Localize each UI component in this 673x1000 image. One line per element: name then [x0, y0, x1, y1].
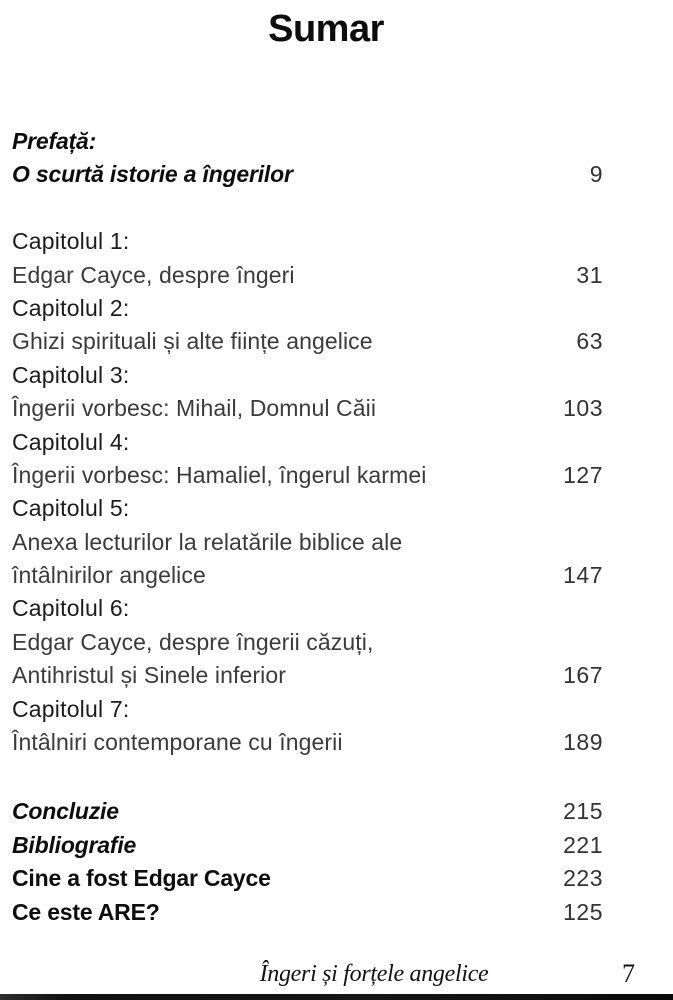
back-matter-page-number: 223 — [563, 865, 603, 892]
toc-row-preface-title — [12, 158, 603, 191]
section-gap — [12, 192, 603, 225]
toc-row-chapter-title — [12, 626, 603, 659]
chapter-title-line: Antihristul și Sinele inferior — [12, 662, 287, 689]
back-matter-title: Concluzie — [12, 798, 119, 825]
toc-row-back-matter — [12, 829, 603, 862]
toc-row-chapter-label — [12, 592, 603, 625]
chapter-title-line: Edgar Cayce, despre îngerii căzuți, — [12, 628, 374, 655]
chapter-label: Capitolul 6: — [12, 595, 130, 622]
toc-row-chapter-label — [12, 693, 603, 726]
toc-row-back-matter — [12, 862, 603, 895]
toc-row-chapter-title — [12, 325, 603, 358]
chapter-title-line: Îngerii vorbesc: Hamaliel, îngerul karmei — [12, 461, 427, 488]
toc-row-chapter-label — [12, 225, 603, 258]
toc-row-chapter-title — [12, 392, 603, 425]
back-matter-title: Ce este ARE? — [12, 898, 160, 925]
chapter-title-line: Anexa lecturilor la relatările biblice ale — [12, 528, 403, 555]
chapter-page-number: 189 — [563, 729, 603, 756]
toc-row-chapter-label — [12, 492, 603, 525]
back-matter-title: Cine a fost Edgar Cayce — [12, 865, 271, 892]
toc-row-chapter-title — [12, 726, 603, 759]
toc-row-chapter-label — [12, 292, 603, 325]
back-matter-page-number: 215 — [563, 798, 603, 825]
chapter-label: Capitolul 1: — [12, 228, 130, 255]
chapter-label: Capitolul 4: — [12, 428, 130, 455]
chapter-title-line: Edgar Cayce, despre îngeri — [12, 261, 295, 288]
page-scan-edge — [0, 994, 673, 1000]
toc-row-chapter-label — [12, 359, 603, 392]
chapter-page-number: 63 — [576, 328, 603, 355]
chapter-page-number: 167 — [563, 662, 603, 689]
chapter-page-number: 103 — [563, 395, 603, 422]
chapter-title-line: Ghizi spirituali și alte ființe angelice — [12, 328, 373, 355]
chapter-label: Capitolul 3: — [12, 361, 130, 388]
toc-row-chapter-title — [12, 526, 603, 559]
chapter-title-line: Îngerii vorbesc: Mihail, Domnul Căii — [12, 395, 377, 422]
preface-label: Prefață: — [12, 128, 97, 154]
chapter-label: Capitolul 7: — [12, 695, 130, 722]
table-of-contents — [12, 125, 603, 929]
back-matter-page-number: 221 — [563, 831, 603, 858]
chapter-label: Capitolul 5: — [12, 495, 130, 522]
toc-row-chapter-title — [12, 559, 603, 592]
chapter-page-number: 127 — [563, 461, 603, 488]
toc-row-chapter-title — [12, 659, 603, 692]
chapter-title-line: întâlnirilor angelice — [12, 562, 206, 589]
toc-row-back-matter — [12, 896, 603, 929]
chapter-title-line: Întâlniri contemporane cu îngerii — [12, 729, 343, 756]
section-gap — [12, 759, 603, 795]
page-title: Sumar — [268, 8, 384, 50]
preface-page-number: 9 — [589, 161, 603, 188]
toc-row-chapter-label — [12, 426, 603, 459]
preface-title: O scurtă istorie a îngerilor — [12, 161, 293, 188]
toc-row-chapter-title — [12, 459, 603, 492]
back-matter-page-number: 125 — [563, 898, 603, 925]
toc-row-back-matter — [12, 795, 603, 828]
footer-page-number: 7 — [622, 959, 635, 988]
chapter-page-number: 147 — [563, 562, 603, 589]
footer-book-title: Îngeri și forțele angelice — [259, 961, 489, 987]
chapter-page-number: 31 — [576, 261, 603, 288]
chapter-label: Capitolul 2: — [12, 294, 130, 321]
toc-row-chapter-title — [12, 259, 603, 292]
back-matter-title: Bibliografie — [12, 831, 137, 858]
toc-row-preface-label — [12, 125, 603, 158]
